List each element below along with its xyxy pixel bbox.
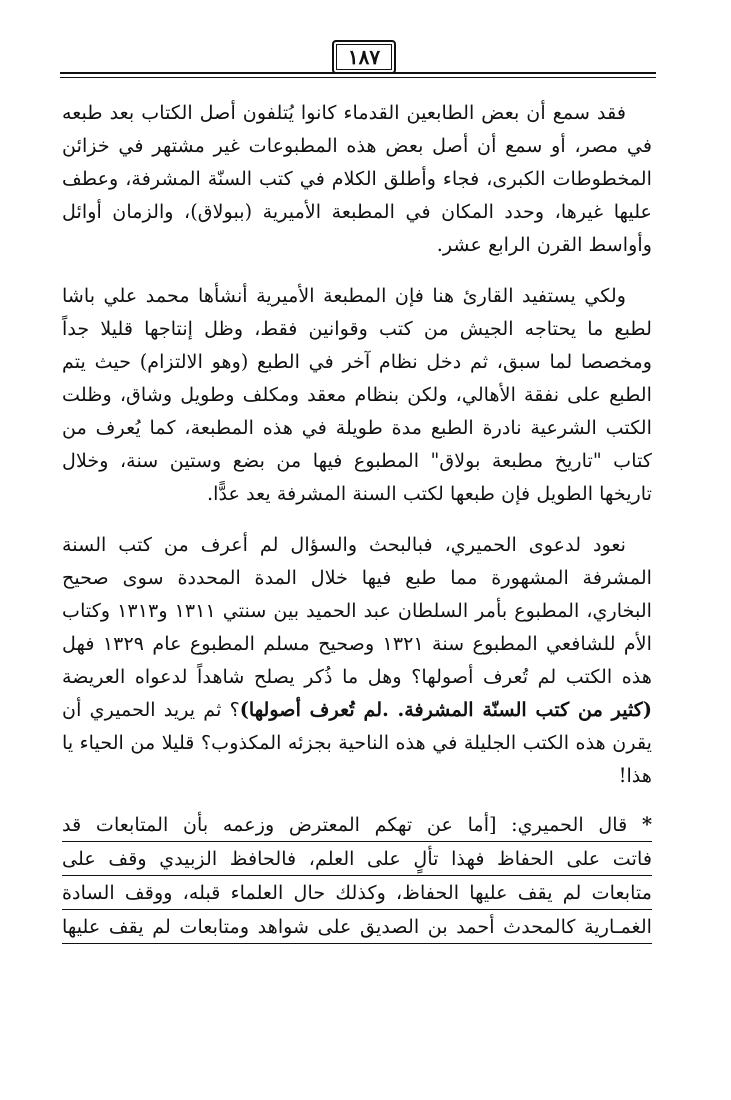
quote-line [62,808,652,842]
quote-line-text: قال الحميري: [أما عن تهكم المعترض وزعمه بأن المتابعات قد [62,813,628,836]
paragraph-3-bold-quote: (كثير من كتب السنّة المشرفة. .لم تُعرف أصولها) [239,698,652,721]
quote-line: متابعات لم يقف عليها الحفاظ، وكذلك حال العلماء قبله، ووقف السادة [62,876,652,910]
bullet-star-icon: * [641,813,652,836]
paragraph-3-text: نعود لدعوى الحميري، فبالبحث والسؤال لم أعرف من كتب السنة المشرفة المشهورة مما طبع فيها خلال المدة المحددة سوى صحيح البخاري، المطبوع بأمر السلطان عبد الحميد بين سنتي ١٣١١ و١٣١٣ وكتاب الأم للشافعي المطبوع سنة ١٣٢١ وصحيح مسلم المطبوع عام ١٣٢٩ فهل هذه الكتب لم تُعرف أصولها؟ وهل ما ذُكر يصلح شاهداً لدعواه العريضة [62,533,653,688]
paragraph-1: فقد سمع أن بعض الطابعين القدماء كانوا يُتلفون أصل الكتاب بعد طبعه في مصر، أو سمع أن أصل بعض هذه المطبوعات غير مشتهر في خزائن المخطوطات الكبرى، فجاء وأطلق الكلام في كتب السنّة المشرفة، وعطف عليها غيرها، وحدد المكان في المطبعة الأميرية (ببولاق)، والزمان أوائل وأواسط القرن الرابع عشر. [62,101,652,256]
quote-line: فاتت على الحفاظ فهذا تألٍ على العلم، فالحافظ الزبيدي وقف على [62,842,652,876]
paragraph-3 [62,528,652,792]
page-body [62,96,652,944]
quoted-passage [62,808,652,944]
quote-line: الغمـارية كالمحدث أحمد بن الصديق على شواهد ومتابعات لم يقف عليها [62,910,652,944]
page-number: ١٨٧ [332,40,396,74]
page-header [60,38,656,80]
paragraph-3-text-end: ؟ ثم يريد الحميري أن يقرن هذه الكتب الجليلة في هذه الناحية بجزئه المكذوب؟ قليلا من الحياء يا هذا! [62,698,652,787]
paragraph-2: ولكي يستفيد القارئ هنا فإن المطبعة الأميرية أنشأها محمد علي باشا لطبع ما يحتاجه الجيش من كتب وقوانين فقط، وظل إنتاجها قليلا جداً ومخصصا لما سبق، ثم دخل نظام آخر في الطبع (وهو الالتزام) حيث يتم الطبع على نفقة الأهالي، ولكن بنظام معقد ومكلف وطويل وشاق، وظلت الكتب الشرعية نادرة الطبع مدة طويلة في هذه المطبعة، كما يُعرف من كتاب "تاريخ مطبعة بولاق" المطبوع فيها من بضع وستين سنة، وخلال تاريخها الطويل فإن طبعها لكتب السنة المشرفة يعد عدًّا. [62,284,652,505]
